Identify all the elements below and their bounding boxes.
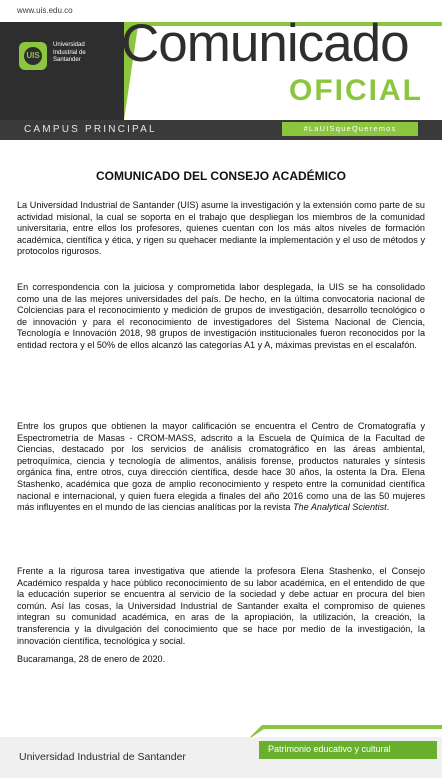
header-dark-panel (0, 22, 124, 120)
paragraph-4: Frente a la rigurosa tarea investigativa que atiende la profesora Elena Stashenko, el Consejo Académico respalda y hace público reconocimiento de su labor académica, en el entendido de que la educación superior se encuentra al servicio de la sociedad y debe actuar en procura del bien común. Así las cosas, la Universidad Industrial de Santander exalta el compromiso de quienes integran su comunidad académica, en aras de la apropiación, la utilización, la creación, la transferencia y la divulgación del conocimiento que se hace por medio de la investigación, la innovación científica, tecnológica y social. (17, 566, 425, 646)
page-title: Comunicado (121, 14, 409, 73)
logo-wordmark (53, 42, 86, 65)
document-heading: COMUNICADO DEL CONSEJO ACADÉMICO (95, 169, 346, 183)
paragraph-3-text: Entre los grupos que obtienen la mayor calificación se encuentra el Centro de Cromatografía y Espectrometría de Masas - CROM-MASS, adscrito a la Escuela de Química de la Facultad de Ciencias, destacado por los servicios de análisis cromatográfico en las áreas ambiental, petroquímica, ciencia y tecnología de alimentos, análisis forense, productos naturales y síntesis orgánica fina, entre otros, cuya dirección científica, desde hace 30 años, la ostenta la Dra. Elena Stashenko, académica que goza de amplio reconocimiento y respeto entre la comunidad científica nacional e internacional, y quien fuera elegida a finales del año 2016 como una de las 50 mujeres más influyentes en el mundo de las ciencias analíticas por la revista (17, 421, 425, 513)
logo-line-3: Santander (53, 57, 81, 64)
paragraph-2: En correspondencia con la juiciosa y comprometida labor desplegada, la UIS se ha consolidado como una de las mejores universidades del país. De hecho, en la última convocatoria nacional de Colciencias para el reconocimiento y medición de grupos de investigación, desarrollo tecnológico o de innovación y para el reconocimiento de investigadores del Sistema Nacional de Ciencia, Tecnología e Innovación 2018, 98 grupos de investigación institucionales fueron reconocidos por la entidad rectora y el 50% de ellos alcanzó las categorías A1 y A, máximas previstas en el escalafón. (17, 282, 425, 350)
page-subtitle: OFICIAL (289, 74, 423, 107)
journal-name: The Analytical Scientist (293, 502, 387, 513)
uis-logo (19, 42, 47, 70)
header (0, 0, 442, 145)
footer-accent-line (0, 723, 442, 737)
uis-logo-mark: UIS (24, 47, 42, 65)
hashtag-badge: #LaUISqueQueremos (282, 122, 418, 136)
footer-slogan: Patrimonio educativo y cultural (268, 744, 391, 754)
website-url[interactable]: www.uis.edu.co (17, 6, 73, 15)
date-line: Bucaramanga, 28 de enero de 2020. (17, 654, 166, 664)
paragraph-3-end: . (386, 502, 390, 513)
logo-line-2: Industrial de (53, 49, 86, 56)
logo-line-1: Universidad (53, 42, 85, 48)
campus-label: CAMPUS PRINCIPAL (24, 124, 157, 135)
footer (0, 723, 442, 778)
paragraph-3 (17, 421, 425, 514)
paragraph-1: La Universidad Industrial de Santander (UIS) asume la investigación y la extensión como parte de su actividad misional, la cual se soporta en el trabajo que despliegan los miembros de la comunidad universitaria, entre ellos los profesores, quienes cuentan con los más altos niveles de formación académica, científica y ética, y rigen su quehacer mediante la implementación y el uso de métodos y protocolos rigurosos. (17, 200, 425, 257)
footer-university-name: Universidad Industrial de Santander (19, 751, 186, 763)
